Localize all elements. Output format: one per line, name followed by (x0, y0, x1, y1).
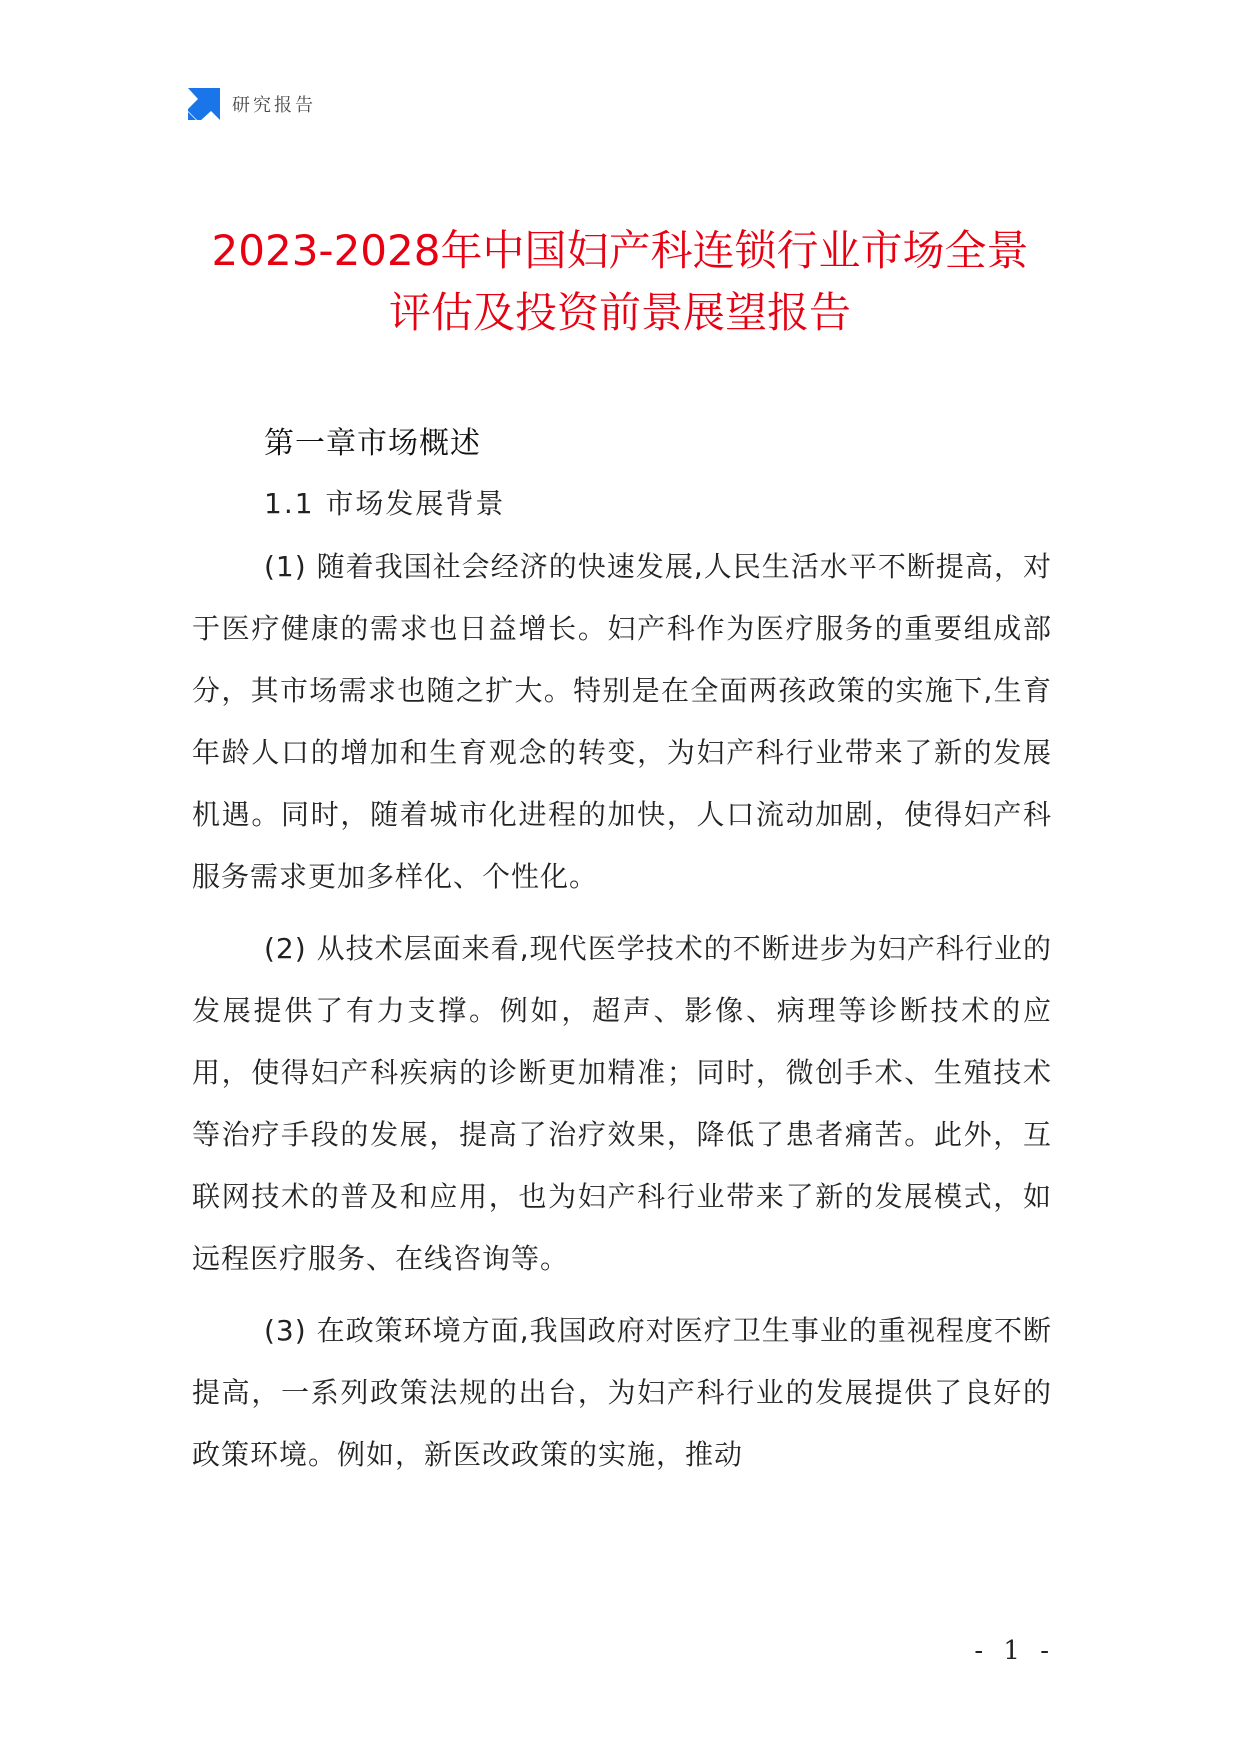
paragraph-2: (2) 从技术层面来看,现代医学技术的不断进步为妇产科行业的发展提供了有力支撑。例如，超声、影像、病理等诊断技术的应用，使得妇产科疾病的诊断更加精准；同时，微创手术、生殖技术等治疗手段的发展，提高了治疗效果，降低了患者痛苦。此外，互联网技术的普及和应用，也为妇产科行业带来了新的发展模式，如远程医疗服务、在线咨询等。 (192, 932, 1052, 1275)
chapter-heading: 第一章市场概述 (264, 426, 481, 461)
arrow-up-right-icon (188, 88, 220, 120)
section-heading: 1.1 市场发展背景 (264, 487, 506, 520)
document-title (150, 220, 1090, 344)
document-body (192, 416, 1052, 1496)
paragraph-1: (1) 随着我国社会经济的快速发展,人民生活水平不断提高，对于医疗健康的需求也日益增长。妇产科作为医疗服务的重要组成部分，其市场需求也随之扩大。特别是在全面两孩政策的实施下,生育年龄人口的增加和生育观念的转变，为妇产科行业带来了新的发展机遇。同时，随着城市化进程的加快，人口流动加剧，使得妇产科服务需求更加多样化、个性化。 (192, 550, 1052, 893)
title-line-2: 评估及投资前景展望报告 (388, 288, 851, 337)
report-header (188, 86, 316, 122)
title-line-1: 2023-2028年中国妇产科连锁行业市场全景 (211, 226, 1029, 275)
page-number: - 1 - (974, 1636, 1055, 1666)
header-label: 研究报告 (232, 95, 316, 116)
paragraph-3: (3) 在政策环境方面,我国政府对医疗卫生事业的重视程度不断提高，一系列政策法规的出台，为妇产科行业的发展提供了良好的政策环境。例如，新医改政策的实施，推动 (192, 1314, 1052, 1471)
